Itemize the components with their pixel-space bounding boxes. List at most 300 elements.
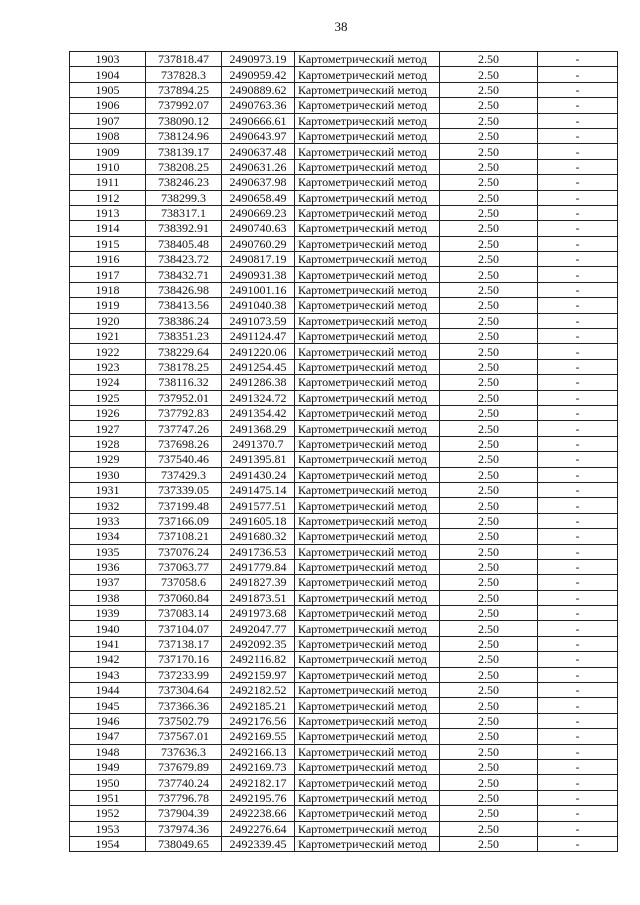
method-cell: Картометрический метод [295,759,440,774]
description-cell: - [538,344,618,359]
point-number-cell: 1941 [70,636,146,651]
y-coordinate-cell: 2491124.47 [222,329,295,344]
description-cell: - [538,544,618,559]
table-row [70,821,618,836]
description-cell: - [538,590,618,605]
point-number-cell: 1921 [70,329,146,344]
y-coordinate-cell: 2490763.36 [222,98,295,113]
x-coordinate-cell: 738423.72 [146,252,222,267]
y-coordinate-cell: 2491736.53 [222,544,295,559]
point-number-cell: 1948 [70,744,146,759]
table-row [70,128,618,143]
table-row [70,175,618,190]
description-cell: - [538,298,618,313]
method-cell: Картометрический метод [295,82,440,97]
description-cell: - [538,159,618,174]
point-number-cell: 1937 [70,575,146,590]
x-coordinate-cell: 737166.09 [146,513,222,528]
description-cell: - [538,452,618,467]
table-row [70,236,618,251]
method-cell: Картометрический метод [295,775,440,790]
x-coordinate-cell: 737233.99 [146,667,222,682]
description-cell: - [538,236,618,251]
description-cell: - [538,729,618,744]
table-row [70,375,618,390]
table-row [70,190,618,205]
table-row [70,606,618,621]
table-row [70,636,618,651]
point-number-cell: 1950 [70,775,146,790]
point-number-cell: 1923 [70,359,146,374]
point-number-cell: 1945 [70,698,146,713]
accuracy-cell: 2.50 [440,744,538,759]
y-coordinate-cell: 2491973.68 [222,606,295,621]
method-cell: Картометрический метод [295,698,440,713]
x-coordinate-cell: 738317.1 [146,205,222,220]
y-coordinate-cell: 2491605.18 [222,513,295,528]
description-cell: - [538,205,618,220]
point-number-cell: 1934 [70,529,146,544]
method-cell: Картометрический метод [295,790,440,805]
y-coordinate-cell: 2491354.42 [222,405,295,420]
accuracy-cell: 2.50 [440,759,538,774]
accuracy-cell: 2.50 [440,452,538,467]
description-cell: - [538,759,618,774]
accuracy-cell: 2.50 [440,52,538,67]
y-coordinate-cell: 2491254.45 [222,359,295,374]
table-row [70,82,618,97]
table-row [70,113,618,128]
table-row [70,790,618,805]
x-coordinate-cell: 738432.71 [146,267,222,282]
x-coordinate-cell: 737060.84 [146,590,222,605]
table-row [70,144,618,159]
method-cell: Картометрический метод [295,190,440,205]
point-number-cell: 1930 [70,467,146,482]
accuracy-cell: 2.50 [440,282,538,297]
accuracy-cell: 2.50 [440,513,538,528]
accuracy-cell: 2.50 [440,67,538,82]
y-coordinate-cell: 2492182.52 [222,683,295,698]
y-coordinate-cell: 2492339.45 [222,836,295,851]
description-cell: - [538,698,618,713]
point-number-cell: 1946 [70,713,146,728]
x-coordinate-cell: 737076.24 [146,544,222,559]
x-coordinate-cell: 737108.21 [146,529,222,544]
table-row [70,298,618,313]
method-cell: Картометрический метод [295,421,440,436]
point-number-cell: 1933 [70,513,146,528]
y-coordinate-cell: 2491073.59 [222,313,295,328]
description-cell: - [538,252,618,267]
x-coordinate-cell: 737904.39 [146,806,222,821]
point-number-cell: 1904 [70,67,146,82]
y-coordinate-cell: 2490666.61 [222,113,295,128]
table-row [70,482,618,497]
method-cell: Картометрический метод [295,467,440,482]
x-coordinate-cell: 737747.26 [146,421,222,436]
x-coordinate-cell: 737698.26 [146,436,222,451]
accuracy-cell: 2.50 [440,252,538,267]
x-coordinate-cell: 738392.91 [146,221,222,236]
method-cell: Картометрический метод [295,529,440,544]
description-cell: - [538,405,618,420]
table-row [70,267,618,282]
accuracy-cell: 2.50 [440,205,538,220]
accuracy-cell: 2.50 [440,190,538,205]
description-cell: - [538,390,618,405]
x-coordinate-cell: 738208.25 [146,159,222,174]
point-number-cell: 1905 [70,82,146,97]
y-coordinate-cell: 2490740.63 [222,221,295,236]
x-coordinate-cell: 738124.96 [146,128,222,143]
table-row [70,159,618,174]
method-cell: Картометрический метод [295,606,440,621]
description-cell: - [538,683,618,698]
point-number-cell: 1908 [70,128,146,143]
method-cell: Картометрический метод [295,98,440,113]
y-coordinate-cell: 2491324.72 [222,390,295,405]
x-coordinate-cell: 738405.48 [146,236,222,251]
method-cell: Картометрический метод [295,267,440,282]
table-row [70,405,618,420]
table-row [70,729,618,744]
x-coordinate-cell: 737063.77 [146,559,222,574]
x-coordinate-cell: 737636.3 [146,744,222,759]
method-cell: Картометрический метод [295,713,440,728]
y-coordinate-cell: 2492276.64 [222,821,295,836]
page-number: 38 [334,19,348,34]
x-coordinate-cell: 737429.3 [146,467,222,482]
x-coordinate-cell: 738426.98 [146,282,222,297]
point-number-cell: 1951 [70,790,146,805]
description-cell: - [538,175,618,190]
accuracy-cell: 2.50 [440,344,538,359]
table-row [70,313,618,328]
y-coordinate-cell: 2490637.98 [222,175,295,190]
y-coordinate-cell: 2491779.84 [222,559,295,574]
method-cell: Картометрический метод [295,313,440,328]
accuracy-cell: 2.50 [440,436,538,451]
accuracy-cell: 2.50 [440,775,538,790]
accuracy-cell: 2.50 [440,790,538,805]
table-row [70,667,618,682]
accuracy-cell: 2.50 [440,405,538,420]
method-cell: Картометрический метод [295,405,440,420]
accuracy-cell: 2.50 [440,836,538,851]
point-number-cell: 1947 [70,729,146,744]
table-row [70,329,618,344]
x-coordinate-cell: 737540.46 [146,452,222,467]
description-cell: - [538,329,618,344]
y-coordinate-cell: 2492092.35 [222,636,295,651]
accuracy-cell: 2.50 [440,144,538,159]
accuracy-cell: 2.50 [440,698,538,713]
description-cell: - [538,621,618,636]
point-number-cell: 1914 [70,221,146,236]
x-coordinate-cell: 738178.25 [146,359,222,374]
method-cell: Картометрический метод [295,329,440,344]
description-cell: - [538,82,618,97]
description-cell: - [538,513,618,528]
point-number-cell: 1926 [70,405,146,420]
description-cell: - [538,482,618,497]
description-cell: - [538,144,618,159]
method-cell: Картометрический метод [295,452,440,467]
table-row [70,698,618,713]
x-coordinate-cell: 737828.3 [146,67,222,82]
y-coordinate-cell: 2492176.56 [222,713,295,728]
description-cell: - [538,744,618,759]
point-number-cell: 1944 [70,683,146,698]
table-row [70,221,618,236]
description-cell: - [538,359,618,374]
y-coordinate-cell: 2491395.81 [222,452,295,467]
table-row [70,359,618,374]
method-cell: Картометрический метод [295,128,440,143]
accuracy-cell: 2.50 [440,313,538,328]
y-coordinate-cell: 2491001.16 [222,282,295,297]
method-cell: Картометрический метод [295,590,440,605]
table-row [70,836,618,851]
y-coordinate-cell: 2491827.39 [222,575,295,590]
description-cell: - [538,282,618,297]
description-cell: - [538,421,618,436]
y-coordinate-cell: 2490637.48 [222,144,295,159]
point-number-cell: 1929 [70,452,146,467]
x-coordinate-cell: 738139.17 [146,144,222,159]
x-coordinate-cell: 737058.6 [146,575,222,590]
table-row [70,67,618,82]
x-coordinate-cell: 738116.32 [146,375,222,390]
point-number-cell: 1954 [70,836,146,851]
point-number-cell: 1931 [70,482,146,497]
method-cell: Картометрический метод [295,652,440,667]
accuracy-cell: 2.50 [440,575,538,590]
point-number-cell: 1942 [70,652,146,667]
accuracy-cell: 2.50 [440,529,538,544]
accuracy-cell: 2.50 [440,667,538,682]
description-cell: - [538,67,618,82]
method-cell: Картометрический метод [295,683,440,698]
point-number-cell: 1913 [70,205,146,220]
description-cell: - [538,806,618,821]
method-cell: Картометрический метод [295,390,440,405]
point-number-cell: 1924 [70,375,146,390]
x-coordinate-cell: 737502.79 [146,713,222,728]
point-number-cell: 1943 [70,667,146,682]
point-number-cell: 1922 [70,344,146,359]
table-row [70,559,618,574]
y-coordinate-cell: 2491873.51 [222,590,295,605]
y-coordinate-cell: 2490959.42 [222,67,295,82]
y-coordinate-cell: 2491040.38 [222,298,295,313]
x-coordinate-cell: 737992.07 [146,98,222,113]
point-number-cell: 1917 [70,267,146,282]
point-number-cell: 1936 [70,559,146,574]
y-coordinate-cell: 2492169.73 [222,759,295,774]
method-cell: Картометрический метод [295,621,440,636]
accuracy-cell: 2.50 [440,128,538,143]
x-coordinate-cell: 738246.23 [146,175,222,190]
y-coordinate-cell: 2492182.17 [222,775,295,790]
y-coordinate-cell: 2491220.06 [222,344,295,359]
accuracy-cell: 2.50 [440,175,538,190]
description-cell: - [538,775,618,790]
point-number-cell: 1939 [70,606,146,621]
description-cell: - [538,221,618,236]
table-row [70,806,618,821]
accuracy-cell: 2.50 [440,498,538,513]
method-cell: Картометрический метод [295,513,440,528]
y-coordinate-cell: 2492116.82 [222,652,295,667]
point-number-cell: 1940 [70,621,146,636]
y-coordinate-cell: 2490760.29 [222,236,295,251]
method-cell: Картометрический метод [295,359,440,374]
table-row [70,683,618,698]
table-row [70,590,618,605]
point-number-cell: 1935 [70,544,146,559]
x-coordinate-cell: 737894.25 [146,82,222,97]
description-cell: - [538,790,618,805]
x-coordinate-cell: 737567.01 [146,729,222,744]
y-coordinate-cell: 2490643.97 [222,128,295,143]
table-row [70,759,618,774]
accuracy-cell: 2.50 [440,236,538,251]
table-row [70,390,618,405]
x-coordinate-cell: 737199.48 [146,498,222,513]
method-cell: Картометрический метод [295,175,440,190]
x-coordinate-cell: 738049.65 [146,836,222,851]
method-cell: Картометрический метод [295,67,440,82]
description-cell: - [538,467,618,482]
point-number-cell: 1907 [70,113,146,128]
point-number-cell: 1938 [70,590,146,605]
point-number-cell: 1910 [70,159,146,174]
x-coordinate-cell: 738413.56 [146,298,222,313]
description-cell: - [538,652,618,667]
x-coordinate-cell: 737083.14 [146,606,222,621]
accuracy-cell: 2.50 [440,683,538,698]
x-coordinate-cell: 737138.17 [146,636,222,651]
method-cell: Картометрический метод [295,806,440,821]
y-coordinate-cell: 2491368.29 [222,421,295,436]
point-number-cell: 1906 [70,98,146,113]
y-coordinate-cell: 2492047.77 [222,621,295,636]
description-cell: - [538,436,618,451]
accuracy-cell: 2.50 [440,621,538,636]
description-cell: - [538,821,618,836]
y-coordinate-cell: 2490973.19 [222,52,295,67]
point-number-cell: 1928 [70,436,146,451]
y-coordinate-cell: 2490817.19 [222,252,295,267]
table-row [70,544,618,559]
x-coordinate-cell: 737339.05 [146,482,222,497]
coordinates-table-body [70,52,618,852]
table-row [70,744,618,759]
y-coordinate-cell: 2492169.55 [222,729,295,744]
description-cell: - [538,636,618,651]
method-cell: Картометрический метод [295,575,440,590]
accuracy-cell: 2.50 [440,267,538,282]
description-cell: - [538,498,618,513]
point-number-cell: 1912 [70,190,146,205]
y-coordinate-cell: 2492166.13 [222,744,295,759]
x-coordinate-cell: 737366.36 [146,698,222,713]
accuracy-cell: 2.50 [440,729,538,744]
method-cell: Картометрический метод [295,544,440,559]
y-coordinate-cell: 2491430.24 [222,467,295,482]
table-row [70,498,618,513]
coordinates-table [69,51,618,852]
method-cell: Картометрический метод [295,52,440,67]
x-coordinate-cell: 737974.36 [146,821,222,836]
accuracy-cell: 2.50 [440,652,538,667]
accuracy-cell: 2.50 [440,482,538,497]
method-cell: Картометрический метод [295,282,440,297]
description-cell: - [538,713,618,728]
method-cell: Картометрический метод [295,482,440,497]
method-cell: Картометрический метод [295,252,440,267]
table-row [70,575,618,590]
method-cell: Картометрический метод [295,144,440,159]
accuracy-cell: 2.50 [440,375,538,390]
y-coordinate-cell: 2490658.49 [222,190,295,205]
y-coordinate-cell: 2492238.66 [222,806,295,821]
accuracy-cell: 2.50 [440,821,538,836]
method-cell: Картометрический метод [295,159,440,174]
method-cell: Картометрический метод [295,836,440,851]
description-cell: - [538,575,618,590]
table-row [70,205,618,220]
table-row [70,421,618,436]
description-cell: - [538,375,618,390]
point-number-cell: 1932 [70,498,146,513]
description-cell: - [538,667,618,682]
accuracy-cell: 2.50 [440,98,538,113]
x-coordinate-cell: 737170.16 [146,652,222,667]
table-row [70,452,618,467]
accuracy-cell: 2.50 [440,559,538,574]
table-row [70,252,618,267]
x-coordinate-cell: 737796.78 [146,790,222,805]
accuracy-cell: 2.50 [440,221,538,236]
table-row [70,713,618,728]
accuracy-cell: 2.50 [440,329,538,344]
point-number-cell: 1925 [70,390,146,405]
y-coordinate-cell: 2491680.32 [222,529,295,544]
accuracy-cell: 2.50 [440,298,538,313]
method-cell: Картометрический метод [295,636,440,651]
table-row [70,467,618,482]
point-number-cell: 1920 [70,313,146,328]
y-coordinate-cell: 2491577.51 [222,498,295,513]
accuracy-cell: 2.50 [440,421,538,436]
x-coordinate-cell: 737952.01 [146,390,222,405]
point-number-cell: 1918 [70,282,146,297]
table-row [70,513,618,528]
accuracy-cell: 2.50 [440,590,538,605]
x-coordinate-cell: 738351.23 [146,329,222,344]
accuracy-cell: 2.50 [440,467,538,482]
method-cell: Картометрический метод [295,667,440,682]
description-cell: - [538,267,618,282]
description-cell: - [538,98,618,113]
point-number-cell: 1949 [70,759,146,774]
accuracy-cell: 2.50 [440,113,538,128]
description-cell: - [538,313,618,328]
x-coordinate-cell: 738299.3 [146,190,222,205]
